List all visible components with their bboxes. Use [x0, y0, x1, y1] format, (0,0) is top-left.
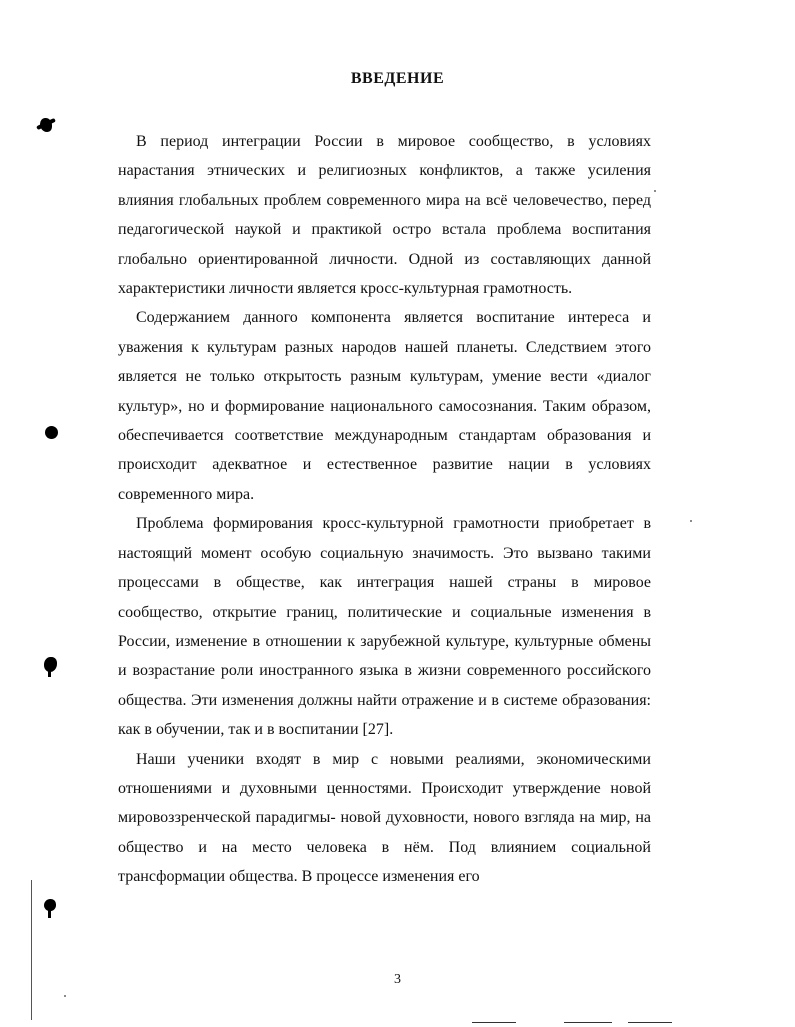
paragraph-3: Проблема формирования кросс-культурной грамотности приобретает в настоящий момент особую социальную значимость. Это вызвано такими процессами в обществе, как интеграция нашей страны в мировое сообщество, открытие границ, политические и социальные изменения в России, изменение в отношении к зарубежной культуре, культурные обмены и возрастание роли иностранного языка в жизни современного российского общества. Эти изменения должны найти отражение и в системе образования: как в обучении, так и в воспитании [27]. [118, 515, 651, 739]
paragraph-4: Наши ученики входят в мир с новыми реалиями, экономическими отношениями и духовными ценностями. Происходит утверждение новой мировоззренческой парадигмы- новой духовности, нового взгляда на мир, на общество и на место человека в нём. Под влиянием социальной трансформации общества. В процессе изменения его [118, 750, 651, 886]
scan-margin-line [31, 880, 32, 1020]
document-body [118, 127, 651, 892]
scan-bottom-rule [564, 1022, 612, 1023]
punch-hole-blot-icon [44, 899, 56, 911]
punch-hole-blot-icon [44, 657, 57, 672]
scan-bottom-rule [472, 1022, 516, 1023]
punch-hole-blot-icon [40, 118, 52, 132]
scan-speck [690, 520, 692, 522]
paragraph-2: Содержанием данного компонента является воспитание интереса и уважения к культурам разных народов нашей планеты. Следствием этого является не только открытость разным культурам, умение вести «диалог культур», но и формирование национального самосознания. Таким образом, обеспечивается соответствие международным стандартам образования и происходит адекватное и естественное развитие нации в условиях современного мира. [118, 309, 651, 503]
scan-speck [64, 995, 66, 997]
page-title: ВВЕДЕНИЕ [350, 70, 445, 87]
scan-speck [654, 190, 656, 192]
punch-hole-blot-icon [45, 426, 58, 439]
paragraph-1: В период интеграции России в мировое сообщество, в условиях нарастания этнических и религиозных конфликтов, а также усиления влияния глобальных проблем современного мира на всё человечество, перед педагогической наукой и практикой остро встала проблема воспитания глобально ориентированной личности. Одной из составляющих данной характеристики личности является кросс-культурная грамотность. [118, 133, 651, 298]
page-number: 3 [394, 972, 401, 987]
scan-bottom-rule [628, 1022, 672, 1023]
